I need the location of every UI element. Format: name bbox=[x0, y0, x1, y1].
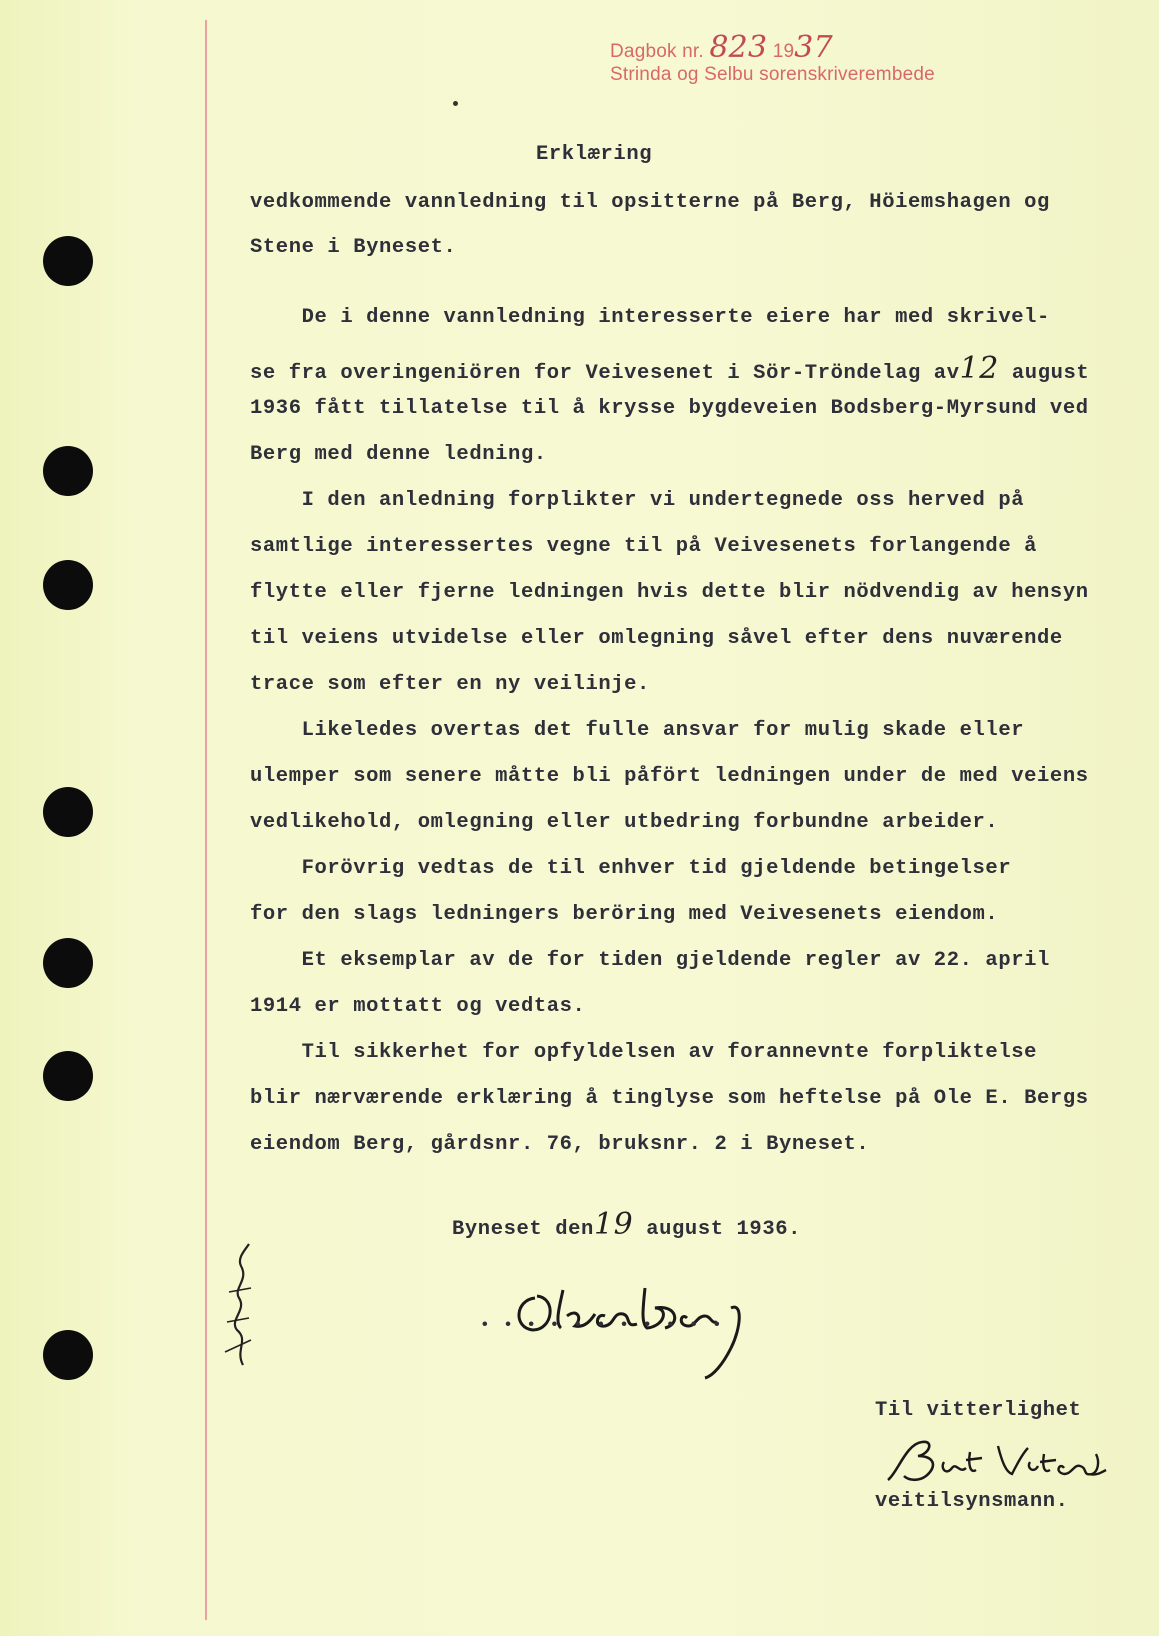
handwritten-date-day: 19 bbox=[593, 1207, 634, 1242]
year-prefix: 19 bbox=[772, 41, 795, 62]
body-line: Berg med denne ledning. bbox=[250, 443, 547, 466]
body-line: til veiens utvidelse eller omlegning såvel efter dens nuværende bbox=[250, 627, 1063, 650]
year-suffix: 37 bbox=[794, 30, 833, 65]
body-line: Til sikkerhet for opfyldelsen av forannevnte forpliktelse bbox=[250, 1041, 1038, 1064]
body-line: De i denne vannledning interesserte eiere har med skrivel- bbox=[250, 306, 1050, 329]
body-line: 1936 fått tillatelse til å krysse bygdeveien Bodsberg-Myrsund ved bbox=[250, 397, 1089, 420]
body-line: ulemper som senere måtte bli påfört ledningen under de med veiens bbox=[250, 765, 1089, 788]
margin-annotation bbox=[215, 1240, 265, 1370]
witness-signature-image bbox=[878, 1432, 1108, 1490]
body-line: Forövrig vedtas de til enhver tid gjeldende betingelser bbox=[250, 857, 1012, 880]
signature-dotted-line: • • • • • • • • • • • bbox=[480, 1316, 724, 1334]
body-line: Et eksemplar av de for tiden gjeldende regler av 22. april bbox=[250, 949, 1050, 972]
body-text: se fra overingeniören for Veivesenet i Sör-Tröndelag av bbox=[250, 362, 960, 385]
body-line: Likeledes overtas det fulle ansvar for mulig skade eller bbox=[250, 719, 1025, 742]
office-stamp: Strinda og Selbu sorenskriverembede bbox=[610, 64, 935, 85]
punch-hole bbox=[43, 236, 93, 286]
body-line: eiendom Berg, gårdsnr. 76, bruksnr. 2 i Byneset. bbox=[250, 1133, 870, 1156]
body-line: I den anledning forplikter vi undertegnede oss herved på bbox=[250, 489, 1025, 512]
subtitle-line: vedkommende vannledning til opsitterne på Berg, Höiemshagen og bbox=[250, 191, 1050, 214]
dateline-place: Byneset den bbox=[452, 1218, 594, 1241]
body-line: trace som efter en ny veilinje. bbox=[250, 673, 650, 696]
witness-heading: Til vitterlighet bbox=[875, 1399, 1082, 1422]
dagbok-number: 823 bbox=[709, 30, 768, 65]
dateline-rest: august 1936. bbox=[633, 1218, 802, 1241]
body-line: vedlikehold, omlegning eller utbedring forbundne arbeider. bbox=[250, 811, 999, 834]
body-line: blir nærværende erklæring å tinglyse som heftelse på Ole E. Bergs bbox=[250, 1087, 1089, 1110]
witness-title: veitilsynsmann. bbox=[875, 1490, 1069, 1513]
body-line: 1914 er mottatt og vedtas. bbox=[250, 995, 586, 1018]
body-line: for den slags ledningers beröring med Veivesenets eiendom. bbox=[250, 903, 999, 926]
punch-hole bbox=[43, 938, 93, 988]
ink-dot bbox=[453, 101, 458, 106]
dateline bbox=[452, 1207, 801, 1242]
document-title: Erklæring bbox=[536, 143, 653, 166]
body-line: flytte eller fjerne ledningen hvis dette blir nödvendig av hensyn bbox=[250, 581, 1089, 604]
handwritten-day: 12 bbox=[959, 351, 999, 386]
body-text: august bbox=[999, 362, 1090, 385]
dagbok-stamp bbox=[610, 30, 833, 65]
subtitle-line: Stene i Byneset. bbox=[250, 236, 457, 259]
dagbok-prefix: Dagbok nr. bbox=[610, 41, 704, 62]
body-line: samtlige interessertes vegne til på Veivesenets forlangende å bbox=[250, 535, 1038, 558]
body-line bbox=[250, 351, 1089, 386]
punch-hole bbox=[43, 787, 93, 837]
punch-hole bbox=[43, 560, 93, 610]
punch-hole bbox=[43, 1330, 93, 1380]
punch-hole bbox=[43, 446, 93, 496]
margin-rule bbox=[205, 20, 207, 1620]
punch-hole bbox=[43, 1051, 93, 1101]
